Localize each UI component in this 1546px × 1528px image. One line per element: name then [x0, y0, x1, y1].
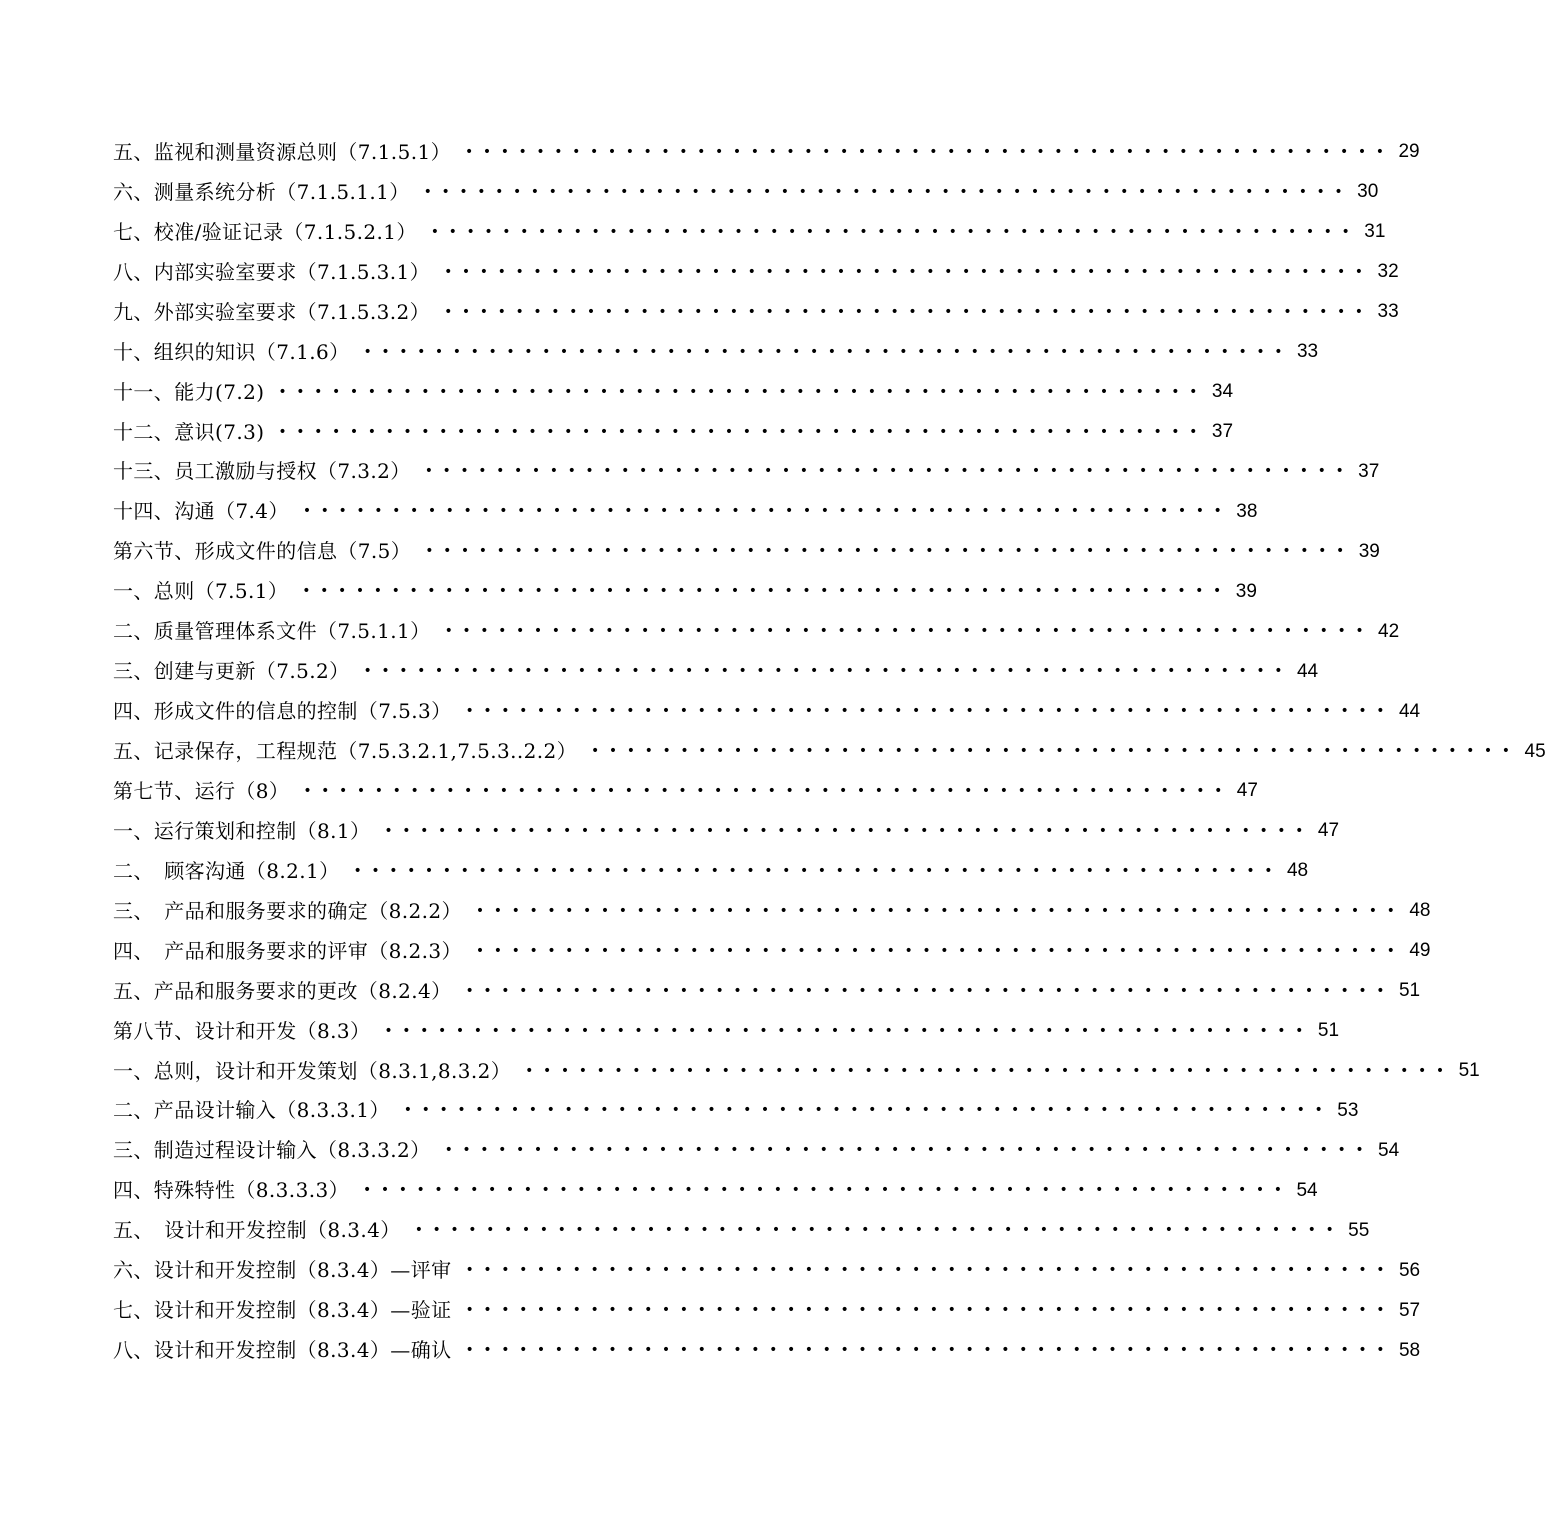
toc-page-number: 51 — [1317, 1020, 1340, 1042]
toc-page-number: 48 — [1286, 860, 1309, 882]
toc-entry[interactable] — [113, 531, 1380, 571]
dot-leader: •••••••••••••••••••••••••••••••••••••••••••••••••••• — [430, 223, 1360, 240]
dot-leader: •••••••••••••••••••••••••••••••••••••••••••••••••••• — [444, 263, 1373, 280]
dot-leader: •••••••••••••••••••••••••••••••••••••••••••••••••••• — [424, 463, 1354, 480]
toc-page-number: 54 — [1378, 1139, 1400, 1161]
toc-entry[interactable] — [113, 1330, 1421, 1370]
dot-leader: •••••••••••••••••••••••••••••••••••••••••••••••••••• — [384, 1022, 1314, 1039]
toc-page-number: 31 — [1364, 221, 1386, 243]
toc-page-number: 55 — [1348, 1219, 1370, 1241]
dot-leader: •••••••••••••••••••••••••••••••••••••••••••••••••••• — [444, 1142, 1374, 1159]
toc-page-number: 47 — [1236, 780, 1258, 802]
toc-entry-title: 十、组织的知识（7.1.6） — [113, 339, 350, 364]
toc-entry[interactable] — [113, 1051, 1480, 1091]
toc-page-number: 56 — [1398, 1259, 1421, 1281]
toc-entry[interactable] — [113, 292, 1399, 332]
toc-page-number: 30 — [1357, 181, 1379, 203]
toc-page-number: 47 — [1317, 820, 1340, 842]
dot-leader: •••••••••••••••••••••••••••••••••••••••••••••••••••• — [363, 343, 1293, 360]
toc-entry-title: 四、特殊特性（8.3.3.3） — [113, 1178, 349, 1203]
dot-leader: •••••••••••••••••••••••••••••••••••••••••••••••••••• — [414, 1222, 1344, 1239]
toc-entry[interactable] — [113, 771, 1258, 811]
dot-leader: •••••••••••••••••••••••••••••••••••••••••••••••••••• — [362, 1182, 1292, 1199]
toc-entry-title: 一、总则（7.5.1） — [113, 579, 289, 604]
toc-page-number: 57 — [1398, 1299, 1421, 1321]
toc-entry[interactable] — [113, 412, 1234, 452]
toc-entry[interactable] — [113, 132, 1420, 172]
toc-entry-title: 十三、员工激励与授权（7.3.2） — [113, 459, 411, 484]
toc-entry-title: 七、校准/验证记录（7.1.5.2.1） — [113, 219, 417, 244]
dot-leader: •••••••••••••••••••••••••••••••••••••••••••••••••••• — [475, 942, 1405, 959]
toc-entry-title: 第八节、设计和开发（8.3） — [113, 1018, 371, 1043]
toc-entry-title: 十一、能力(7.2) — [113, 379, 265, 404]
dot-leader: •••••••••••••••••••••••••••••••••••••••••••••••••••• — [278, 383, 1208, 400]
toc-entry-title: 八、设计和开发控制（8.3.4）—确认 — [113, 1338, 452, 1363]
toc-entry[interactable] — [113, 1091, 1359, 1131]
toc-entry-title: 九、外部实验室要求（7.1.5.3.2） — [113, 299, 431, 324]
toc-page-number: 33 — [1296, 341, 1319, 363]
toc-entry[interactable] — [113, 931, 1431, 971]
dot-leader: •••••••••••••••••••••••••••••••••••••••••••••••••••• — [353, 862, 1283, 879]
dot-leader: •••••••••••••••••••••••••••••••••••••••••••••••••••• — [363, 663, 1293, 680]
toc-entry[interactable] — [113, 452, 1380, 492]
dot-leader: •••••••••••••••••••••••••••••••••••••••••••••••••••• — [525, 1062, 1454, 1079]
toc-entry-title: 二、产品设计输入（8.3.3.1） — [113, 1098, 390, 1123]
toc-entry[interactable] — [113, 1170, 1318, 1210]
toc-page-number: 45 — [1524, 740, 1546, 762]
toc-entry[interactable] — [113, 891, 1431, 931]
toc-entry[interactable] — [113, 372, 1234, 412]
toc-entry-title: 二、 顾客沟通（8.2.1） — [113, 858, 340, 883]
dot-leader: •••••••••••••••••••••••••••••••••••••••••••••••••••• — [423, 183, 1353, 200]
toc-page-number: 53 — [1337, 1099, 1359, 1121]
toc-entry-title: 五、监视和测量资源总则（7.1.5.1） — [113, 139, 451, 164]
toc-entry-title: 八、内部实验室要求（7.1.5.3.1） — [113, 259, 431, 284]
dot-leader: •••••••••••••••••••••••••••••••••••••••••••••••••••• — [464, 143, 1394, 160]
toc-page-number: 58 — [1398, 1339, 1421, 1361]
toc-entry[interactable] — [113, 651, 1319, 691]
toc-entry-title: 一、运行策划和控制（8.1） — [113, 818, 371, 843]
toc-entry[interactable] — [113, 1250, 1421, 1290]
toc-page-number: 33 — [1377, 301, 1399, 323]
toc-entry-title: 第六节、形成文件的信息（7.5） — [113, 539, 412, 564]
toc-page-number: 39 — [1358, 540, 1380, 562]
toc-entry[interactable] — [113, 332, 1319, 372]
toc-entry[interactable] — [113, 491, 1258, 531]
dot-leader: •••••••••••••••••••••••••••••••••••••••••••••••••••• — [465, 703, 1395, 720]
toc-entry[interactable] — [113, 1130, 1400, 1170]
dot-leader: •••••••••••••••••••••••••••••••••••••••••••••••••••• — [444, 623, 1374, 640]
toc-entry[interactable] — [113, 1210, 1370, 1250]
dot-leader: •••••••••••••••••••••••••••••••••••••••••••••••••••• — [278, 423, 1208, 440]
toc-entry[interactable] — [113, 252, 1399, 292]
toc-page-number: 54 — [1296, 1179, 1318, 1201]
toc-entry[interactable] — [113, 691, 1421, 731]
toc-entry[interactable] — [113, 811, 1340, 851]
toc-entry-title: 四、形成文件的信息的控制（7.5.3） — [113, 699, 452, 724]
toc-entry-title: 六、设计和开发控制（8.3.4）—评审 — [113, 1258, 452, 1283]
toc-page-number: 51 — [1398, 980, 1421, 1002]
toc-page-number: 51 — [1458, 1060, 1480, 1082]
toc-page-number: 34 — [1211, 381, 1234, 403]
dot-leader: •••••••••••••••••••••••••••••••••••••••••••••••••••• — [302, 503, 1232, 520]
toc-page-number: 39 — [1235, 580, 1257, 602]
dot-leader: •••••••••••••••••••••••••••••••••••••••••••••••••••• — [444, 303, 1373, 320]
table-of-contents — [113, 132, 1546, 1370]
toc-entry[interactable] — [113, 571, 1257, 611]
toc-entry-title: 一、总则，设计和开发策划（8.3.1,8.3.2） — [113, 1058, 512, 1083]
dot-leader: •••••••••••••••••••••••••••••••••••••••••••••••••••• — [475, 902, 1405, 919]
dot-leader: •••••••••••••••••••••••••••••••••••••••••••••••••••• — [465, 1262, 1395, 1279]
toc-page-number: 37 — [1211, 421, 1234, 443]
toc-entry-title: 四、 产品和服务要求的评审（8.2.3） — [113, 938, 462, 963]
toc-page-number: 37 — [1358, 460, 1380, 482]
dot-leader: •••••••••••••••••••••••••••••••••••••••••••••••••••• — [303, 782, 1232, 799]
dot-leader: •••••••••••••••••••••••••••••••••••••••••••••••••••• — [403, 1102, 1333, 1119]
toc-page-number: 42 — [1378, 620, 1400, 642]
dot-leader: •••••••••••••••••••••••••••••••••••••••••••••••••••• — [591, 743, 1520, 760]
toc-entry-title: 十四、沟通（7.4） — [113, 499, 289, 524]
toc-page-number: 29 — [1398, 141, 1420, 163]
toc-entry-title: 五、 设计和开发控制（8.3.4） — [113, 1218, 401, 1243]
toc-entry[interactable] — [113, 1011, 1340, 1051]
toc-page-number: 38 — [1236, 500, 1258, 522]
toc-entry-title: 七、设计和开发控制（8.3.4）—验证 — [113, 1298, 452, 1323]
toc-entry-title: 五、记录保存，工程规范（7.5.3.2.1,7.5.3..2.2） — [113, 739, 578, 764]
toc-entry[interactable] — [113, 1290, 1421, 1330]
dot-leader: •••••••••••••••••••••••••••••••••••••••••••••••••••• — [465, 1302, 1395, 1319]
toc-entry[interactable] — [113, 611, 1400, 651]
dot-leader: •••••••••••••••••••••••••••••••••••••••••••••••••••• — [425, 543, 1354, 560]
toc-page-number: 49 — [1409, 940, 1431, 962]
dot-leader: •••••••••••••••••••••••••••••••••••••••••••••••••••• — [465, 982, 1395, 999]
dot-leader: •••••••••••••••••••••••••••••••••••••••••••••••••••• — [302, 583, 1231, 600]
toc-page-number: 32 — [1377, 261, 1399, 283]
toc-page-number: 44 — [1398, 700, 1421, 722]
toc-page-number: 48 — [1409, 900, 1431, 922]
toc-entry[interactable] — [113, 851, 1309, 891]
toc-entry-title: 三、 产品和服务要求的确定（8.2.2） — [113, 898, 462, 923]
dot-leader: •••••••••••••••••••••••••••••••••••••••••••••••••••• — [465, 1342, 1395, 1359]
toc-entry-title: 五、产品和服务要求的更改（8.2.4） — [113, 978, 452, 1003]
toc-entry[interactable] — [113, 212, 1386, 252]
toc-entry-title: 二、质量管理体系文件（7.5.1.1） — [113, 619, 431, 644]
toc-entry-title: 三、创建与更新（7.5.2） — [113, 659, 350, 684]
toc-page-number: 44 — [1296, 660, 1319, 682]
toc-entry[interactable] — [113, 971, 1421, 1011]
toc-entry-title: 十二、意识(7.3) — [113, 419, 265, 444]
toc-entry[interactable] — [113, 731, 1546, 771]
dot-leader: •••••••••••••••••••••••••••••••••••••••••••••••••••• — [384, 822, 1314, 839]
toc-entry-title: 第七节、运行（8） — [113, 778, 290, 803]
toc-entry-title: 三、制造过程设计输入（8.3.3.2） — [113, 1138, 431, 1163]
toc-entry[interactable] — [113, 172, 1379, 212]
toc-entry-title: 六、测量系统分析（7.1.5.1.1） — [113, 179, 410, 204]
